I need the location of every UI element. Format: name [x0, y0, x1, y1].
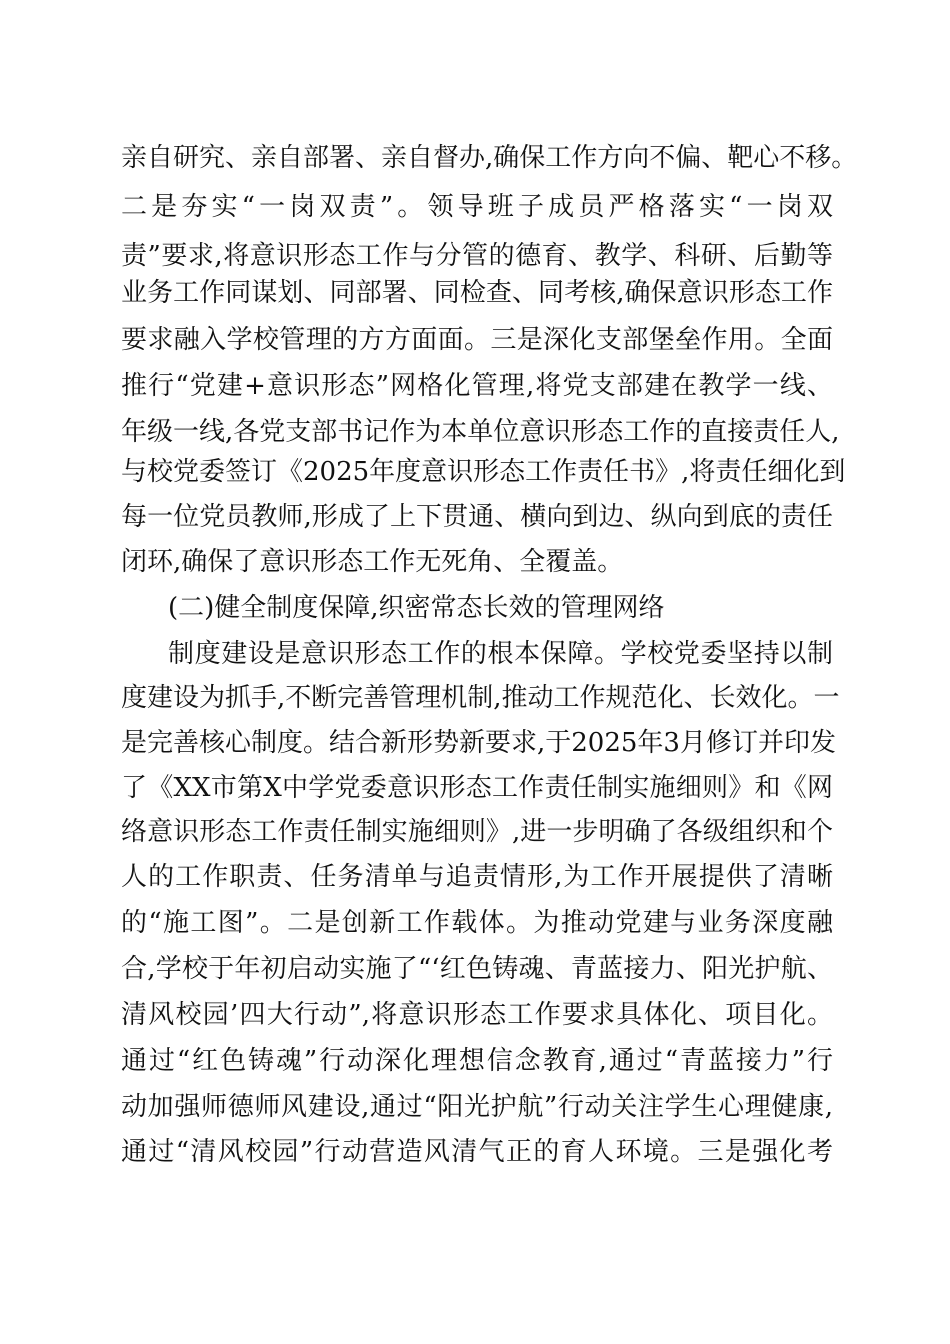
- paragraph-line: 是完善核心制度。结合新形势新要求,于2025年3月修订并印发: [121, 728, 836, 758]
- paragraph-line: 通过“清风校园”行动营造风清气正的育人环境。三是强化考: [121, 1137, 833, 1167]
- paragraph-line: 年级一线,各党支部书记作为本单位意识形态工作的直接责任人,: [121, 417, 840, 447]
- paragraph-line: 每一位党员教师,形成了上下贯通、横向到边、纵向到底的责任: [121, 502, 833, 532]
- paragraph-line: 推行“党建+意识形态”网格化管理,将党支部建在教学一线、: [121, 371, 833, 401]
- paragraph-line: 与校党委签订《2025年度意识形态工作责任书》,将责任细化到: [121, 457, 846, 487]
- paragraph-line: 要求融入学校管理的方方面面。三是深化支部堡垒作用。全面: [121, 325, 833, 355]
- paragraph-line: 通过“红色铸魂”行动深化理想信念教育,通过“青蓝接力”行: [121, 1046, 833, 1076]
- paragraph-line: 动加强师德师风建设,通过“阳光护航”行动关注学生心理健康,: [121, 1092, 833, 1122]
- paragraph-line: 业务工作同谋划、同部署、同检查、同考核,确保意识形态工作: [121, 278, 833, 308]
- paragraph-line: 制度建设是意识形态工作的根本保障。学校党委坚持以制: [168, 639, 833, 669]
- paragraph-line: 清风校园’四大行动”,将意识形态工作要求具体化、项目化。: [121, 1000, 833, 1030]
- paragraph-line: 责”要求,将意识形态工作与分管的德育、教学、科研、后勤等: [121, 241, 833, 271]
- paragraph-line: 的“施工图”。二是创新工作载体。为推动党建与业务深度融: [121, 908, 833, 938]
- paragraph-line: 人的工作职责、任务清单与追责情形,为工作开展提供了清晰: [121, 862, 833, 892]
- paragraph-line: 络意识形态工作责任制实施细则》,进一步明确了各级组织和个: [121, 817, 833, 847]
- paragraph-line: 合,学校于年初启动实施了“‘红色铸魂、青蓝接力、阳光护航、: [121, 954, 833, 984]
- paragraph-line: 了《XX市第X中学党委意识形态工作责任制实施细则》和《网: [121, 773, 833, 803]
- paragraph-line: 闭环,确保了意识形态工作无死角、全覆盖。: [121, 547, 624, 577]
- paragraph-line: 亲自研究、亲自部署、亲自督办,确保工作方向不偏、靶心不移。: [121, 143, 858, 173]
- paragraph-line: 二是夯实“一岗双责”。领导班子成员严格落实“一岗双: [121, 192, 833, 222]
- section-heading: (二)健全制度保障,织密常态长效的管理网络: [168, 593, 665, 623]
- paragraph-line: 度建设为抓手,不断完善管理机制,推动工作规范化、长效化。一: [121, 683, 840, 713]
